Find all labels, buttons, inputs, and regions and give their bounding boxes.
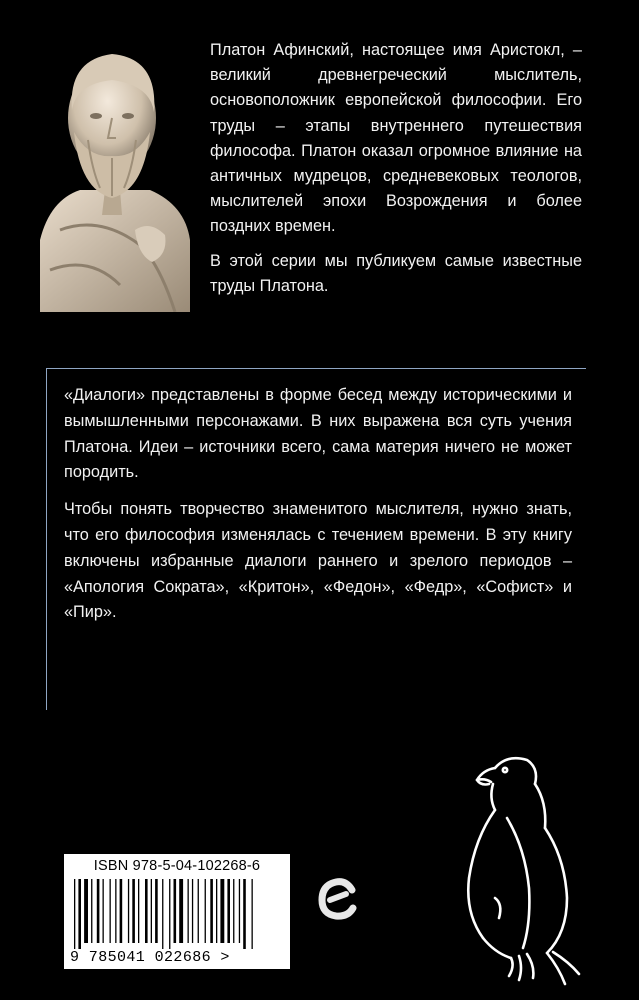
barcode-bar — [128, 879, 129, 943]
description-paragraph: Чтобы понять творчество знаменитого мыслителя, нужно знать, что его философия изменялась с течением времени. В эту книгу включены избранные диалоги раннего и зрелого периодов – «Апология Сократа», «Критон», «Федон», «Федр», «Софист» и «Пир». — [64, 500, 572, 622]
barcode-bar — [120, 879, 123, 943]
barcode-bar — [115, 879, 116, 943]
barcode-digits: 9 785041 022686 > — [70, 949, 230, 966]
barcode-bar — [220, 879, 224, 943]
barcode-bar — [97, 879, 100, 943]
barcode-bar — [103, 879, 104, 943]
barcode-bar — [84, 879, 88, 943]
barcode-bar — [205, 879, 206, 943]
description-paragraph: «Диалоги» представлены в форме бесед между историческими и вымышленными персонажами. В них выражена вся суть учения Платона. Идеи – источники всего, сама материя ничего не может породить. — [64, 386, 572, 482]
barcode-bar — [74, 879, 75, 949]
book-description — [64, 383, 572, 637]
publisher-logo — [316, 876, 360, 920]
barcode-bar — [169, 879, 170, 949]
barcode-bar — [110, 879, 111, 943]
barcode-bar — [162, 879, 163, 949]
isbn-number: ISBN 978-5-04-102268-6 — [93, 858, 261, 874]
barcode-bar — [179, 879, 183, 943]
barcode-bar — [155, 879, 158, 943]
isbn-barcode — [64, 854, 290, 969]
barcode-bar — [151, 879, 152, 943]
barcode-bar — [138, 879, 139, 943]
plato-bust-image — [40, 40, 190, 312]
barcode-bar — [198, 879, 199, 943]
barcode-bar — [243, 879, 246, 949]
barcode-bar — [252, 879, 253, 949]
barcode-bar — [145, 879, 148, 943]
barcode-bar — [233, 879, 234, 943]
barcode-bars — [70, 879, 284, 949]
eagle-drawing — [455, 748, 587, 988]
barcode-bar — [78, 879, 81, 949]
barcode-bar — [91, 879, 92, 943]
intro-paragraph: Платон Афинский, настоящее имя Аристокл, – великий древнегреческий мыслитель, основоположник европейской философии. Его труды – этапы внутреннего путешествия философа. Платон оказал огромное влияние на античных мудрецов, средневековых теологов, мыслителей эпохи Возрождения и более поздних времен. — [210, 41, 582, 236]
barcode-bar — [174, 879, 177, 943]
barcode-bar — [192, 879, 193, 943]
barcode-bar — [216, 879, 217, 943]
author-intro — [210, 38, 582, 308]
barcode-bar — [239, 879, 240, 943]
barcode-bar — [227, 879, 230, 943]
barcode-bar — [132, 879, 135, 943]
barcode-bar — [188, 879, 189, 943]
intro-paragraph: В этой серии мы публикуем самые известные труды Платона. — [210, 251, 582, 295]
barcode-bar — [210, 879, 213, 943]
